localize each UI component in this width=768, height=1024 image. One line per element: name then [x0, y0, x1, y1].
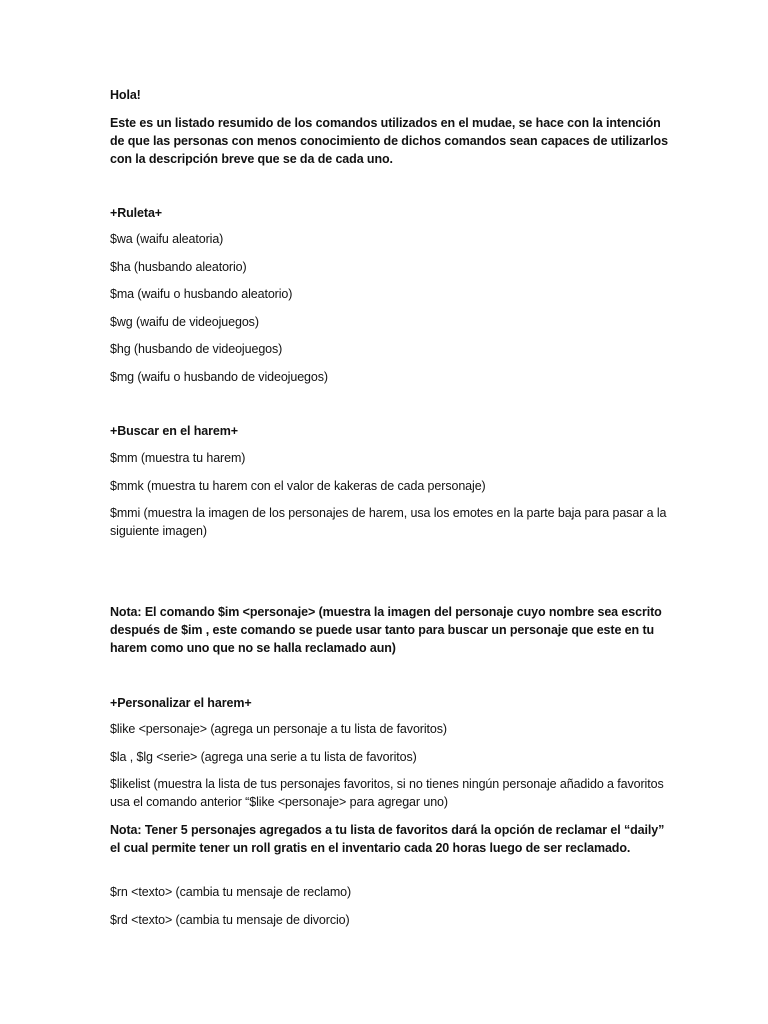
list-item: $la , $lg <serie> (agrega una serie a tu lista de favoritos)	[110, 750, 417, 764]
list-item: $rd <texto> (cambia tu mensaje de divorcio)	[110, 913, 350, 927]
list-item: $hg (husbando de videojuegos)	[110, 342, 283, 356]
list-item: $mg (waifu o husbando de videojuegos)	[110, 370, 328, 384]
intro-paragraph: Este es un listado resumido de los comandos utilizados en el mudae, se hace con la intención de que las personas con menos conocimiento de dichos comandos sean capaces de utilizarlos con la descripción breve que se da de cada uno.	[110, 116, 668, 166]
section-heading-ruleta: +Ruleta+	[110, 206, 163, 220]
list-item: $rn <texto> (cambia tu mensaje de reclamo)	[110, 885, 352, 899]
section-heading-personalizar: +Personalizar el harem+	[110, 696, 252, 710]
list-item: $like <personaje> (agrega un personaje a tu lista de favoritos)	[110, 722, 447, 736]
list-item: $ha (husbando aleatorio)	[110, 260, 247, 274]
list-item: $mmk (muestra tu harem con el valor de kakeras de cada personaje)	[110, 479, 486, 493]
list-item: $wa (waifu aleatoria)	[110, 232, 224, 246]
list-item: $wg (waifu de videojuegos)	[110, 315, 259, 329]
list-item: $ma (waifu o husbando aleatorio)	[110, 287, 293, 301]
list-item: $mm (muestra tu harem)	[110, 451, 246, 465]
list-item: $mmi (muestra la imagen de los personajes de harem, usa los emotes en la parte baja para pasar a la siguiente imagen)	[110, 506, 667, 538]
section-heading-buscar: +Buscar en el harem+	[110, 424, 238, 438]
list-item: $likelist (muestra la lista de tus personajes favoritos, si no tienes ningún personaje añadido a favoritos usa el comando anterior “$like <personaje> para agregar uno)	[110, 777, 664, 809]
note-im: Nota: El comando $im <personaje> (muestra la imagen del personaje cuyo nombre sea escrito después de $im , este comando se puede usar tanto para buscar un personaje que este en tu harem como uno que no se halla reclamado aun)	[110, 605, 662, 655]
note-daily: Nota: Tener 5 personajes agregados a tu lista de favoritos dará la opción de reclamar el “daily” el cual permite tener un roll gratis en el inventario cada 20 horas luego de ser reclamado.	[110, 823, 665, 855]
greeting: Hola!	[110, 88, 141, 102]
